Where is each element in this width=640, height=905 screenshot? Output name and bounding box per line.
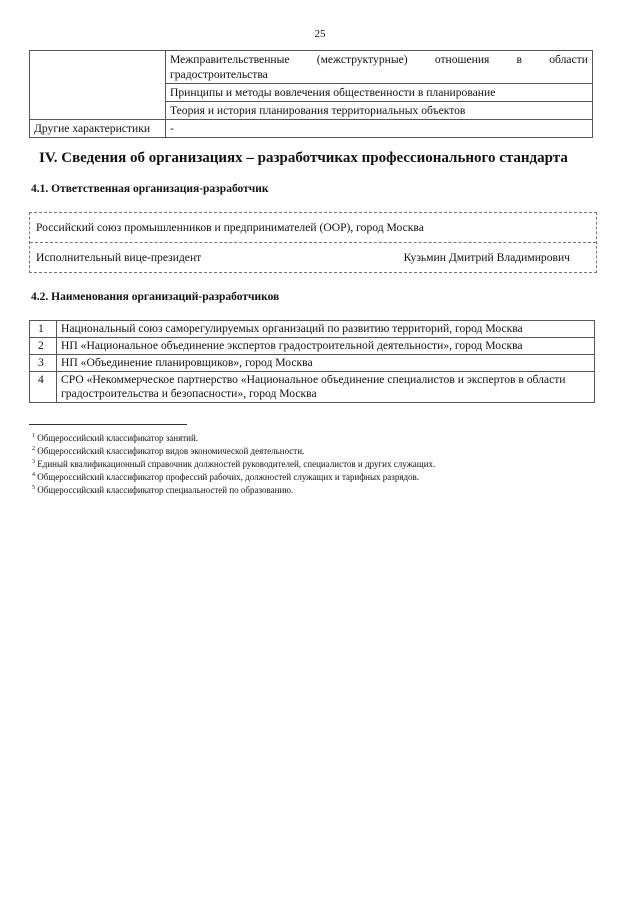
table-cell (166, 51, 593, 84)
org-name: НП «Объединение планировщиков», город Москва (57, 355, 595, 372)
word: Межправительственные (170, 53, 290, 66)
signatory-row (30, 242, 596, 272)
footnote-mark: 1 (32, 433, 35, 439)
word: (межструктурные) (316, 53, 408, 66)
page-number: 25 (314, 28, 326, 40)
footnote (32, 469, 419, 483)
footnote-mark: 4 (32, 472, 35, 478)
footnote (32, 430, 198, 444)
responsible-heading: 4.1. Ответственная организация-разработчик (31, 183, 269, 195)
table-cell: Принципы и методы вовлечения общественности в планирование (166, 84, 593, 102)
table-row (30, 372, 595, 403)
word: области (549, 53, 588, 66)
org-name: НП «Национальное объединение экспертов градостроительной деятельности», город Москва (57, 338, 595, 355)
table-row (30, 355, 595, 372)
footnote-text: Общероссийский классификатор занятий. (37, 433, 199, 443)
table-row (30, 321, 595, 338)
table-row (30, 120, 593, 138)
footnote-text: Общероссийский классификатор видов экономической деятельности. (37, 446, 305, 456)
empty-label-cell (30, 51, 166, 120)
section-title: IV. Сведения об организациях – разработчиках профессионального стандарта (39, 150, 568, 166)
footnote-text: Единый квалификационный справочник должностей руководителей, специалистов и других служащих. (37, 459, 436, 469)
justified-line (170, 52, 588, 67)
position: Исполнительный вице-президент (36, 251, 202, 264)
other-value: - (166, 120, 593, 138)
footnote-text: Общероссийский классификатор специальностей по образованию. (37, 485, 294, 495)
org-name: Российский союз промышленников и предпринимателей (ООР), город Москва (36, 221, 424, 234)
table-cell: Теория и история планирования территориальных объектов (166, 102, 593, 120)
line: градостроительства (170, 68, 268, 81)
responsible-org-box (29, 212, 597, 273)
row-number: 4 (30, 372, 57, 403)
word: отношения (434, 53, 490, 66)
org-name-row (30, 213, 596, 242)
footnote (32, 443, 304, 457)
characteristics-table (29, 50, 593, 138)
footnote-mark: 5 (32, 485, 35, 491)
row-number: 1 (30, 321, 57, 338)
word: в (516, 53, 523, 66)
footnote (32, 482, 293, 496)
developers-table (29, 320, 595, 403)
table-row (30, 338, 595, 355)
row-number: 2 (30, 338, 57, 355)
footnote (32, 456, 435, 470)
footnote-text: Общероссийский классификатор профессий рабочих, должностей служащих и тарифных разрядов. (37, 472, 420, 482)
footnote-mark: 3 (32, 459, 35, 465)
footnote-separator (29, 424, 187, 425)
person-name: Кузьмин Дмитрий Владимирович (403, 251, 570, 264)
org-name: Национальный союз саморегулируемых организаций по развитию территорий, город Москва (57, 321, 595, 338)
footnote-mark: 2 (32, 446, 35, 452)
row-number: 3 (30, 355, 57, 372)
other-label: Другие характеристики (30, 120, 166, 138)
table-row (30, 51, 593, 84)
developers-heading: 4.2. Наименования организаций-разработчиков (31, 291, 280, 303)
org-name: СРО «Некоммерческое партнерство «Национальное объединение специалистов и экспертов в области градостроительства и безопасности», город Москва (57, 372, 595, 403)
